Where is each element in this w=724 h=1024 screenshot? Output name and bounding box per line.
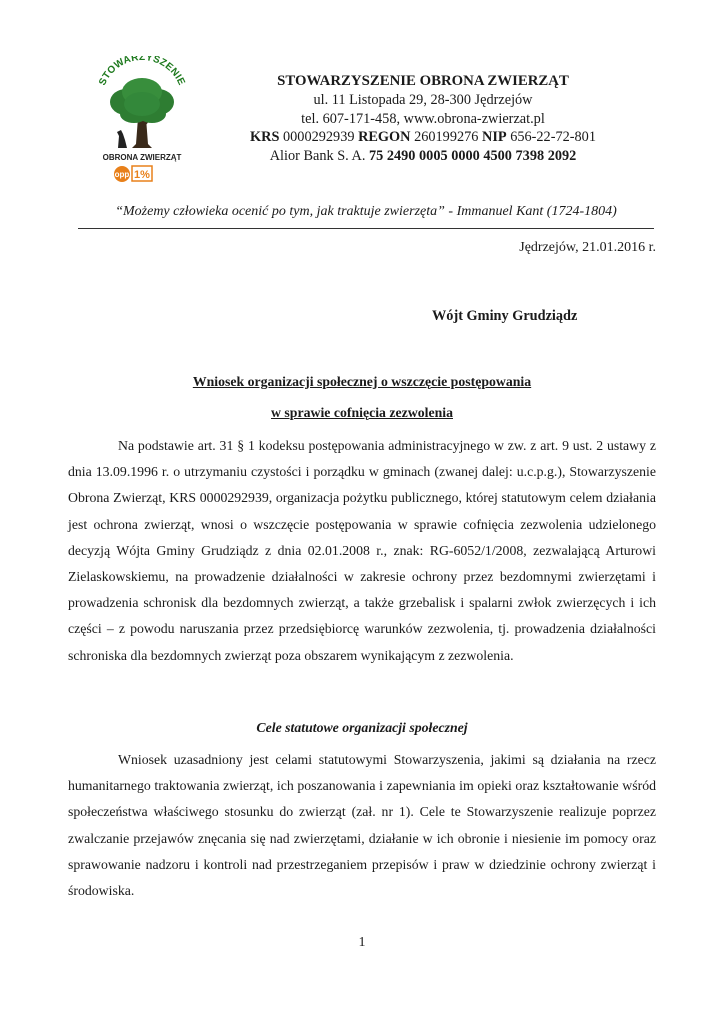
logo-arc-text: STOWARZYSZENIE [97,56,187,88]
tree-dog-logo-icon [92,56,192,188]
org-registry [232,128,614,147]
bank-name: Alior Bank S. A. [269,148,366,165]
section-heading: Cele statutowe organizacji społecznej [256,720,468,735]
org-bank [232,147,614,166]
krs-value: 0000292939 [283,129,355,146]
nip-value: 656-22-72-801 [510,129,596,146]
letterhead [232,72,614,166]
org-name: STOWARZYSZENIE OBRONA ZWIERZĄT [277,73,569,89]
motto-quote: “Możemy człowieka ocenić po tym, jak traktuje zwierzęta” - Immanuel Kant (1724-1804) [115,204,617,219]
page-number: 1 [358,935,366,950]
body-paragraph-2: Wniosek uzasadniony jest celami statutowymi Stowarzyszenia, jakimi są działania na rzecz humanitarnego traktowania zwierząt, ich poszanowania i zapewniania im opieki oraz kształtowanie wśród społeczeństwa właściwego stosunku do zwierząt (zał. nr 1). Cele te Stowarzyszenie realizuje poprzez zwalczanie przejawów znęcania się nad zwierzętami, działanie w ich obronie i niesienie im pomocy oraz sprawowanie nadzoru i kontroli nad przestrzeganiem przepisów i praw w dziedzinie ochrony zwierząt i środowiska. [68,752,656,899]
bank-account: 75 2490 0005 0000 4500 7398 2092 [368,148,577,165]
org-address: ul. 11 Listopada 29, 28-300 Jędrzejów [313,91,533,108]
organization-logo [92,56,192,188]
logo-bottom-text: OBRONA ZWIERZĄT [102,153,182,162]
document-title: Wniosek organizacji społecznej o wszczęcie postępowania [192,374,532,389]
body-paragraph-1: Na podstawie art. 31 § 1 kodeksu postępowania administracyjnego w zw. z art. 9 ust. 2 ustawy z dnia 13.09.1996 r. o utrzymaniu czystości i porządku w gminach (zwanej dalej: u.c.p.g.), Stowarzyszenie Obrona Zwierząt, KRS 0000292939, organizacja pożytku publicznego, której statutowym celem działania jest ochrona zwierząt, wnosi o wszczęcie postępowania w sprawie cofnięcia zezwolenia udzielonego decyzją Wójta Gminy Grudziądz z dnia 02.01.2008 r., znak: RG-6052/1/2008, zezwalającą Arturowi Zielaskowskiemu, na prowadzenie działalności w zakresie ochrony przez bezdomnymi zwierzętami i prowadzenia schronisk dla bezdomnych zwierząt, a także grzebalisk i spalarni zwłok zwierzęcych i ich części – z powodu naruszania przez przedsiębiorcę warunków zezwolenia, tj. prowadzenia działalności schroniska dla bezdomnych zwierząt poza obszarem wynikającym z zezwolenia. [68,438,656,663]
org-contact: tel. 607-171-458, www.obrona-zwierzat.pl [301,110,545,127]
regon-value: 260199276 [414,129,479,146]
krs-label: KRS [250,129,280,146]
regon-label: REGON [358,129,411,146]
logo-badge-percent: 1% [134,169,150,181]
logo-badge-opp: opp [114,170,130,179]
header-divider [78,228,654,229]
document-subtitle: w sprawie cofnięcia zezwolenia [271,405,453,420]
nip-label: NIP [482,129,507,146]
place-date: Jędrzejów, 21.01.2016 r. [519,240,656,255]
addressee: Wójt Gminy Grudziądz [432,308,578,324]
